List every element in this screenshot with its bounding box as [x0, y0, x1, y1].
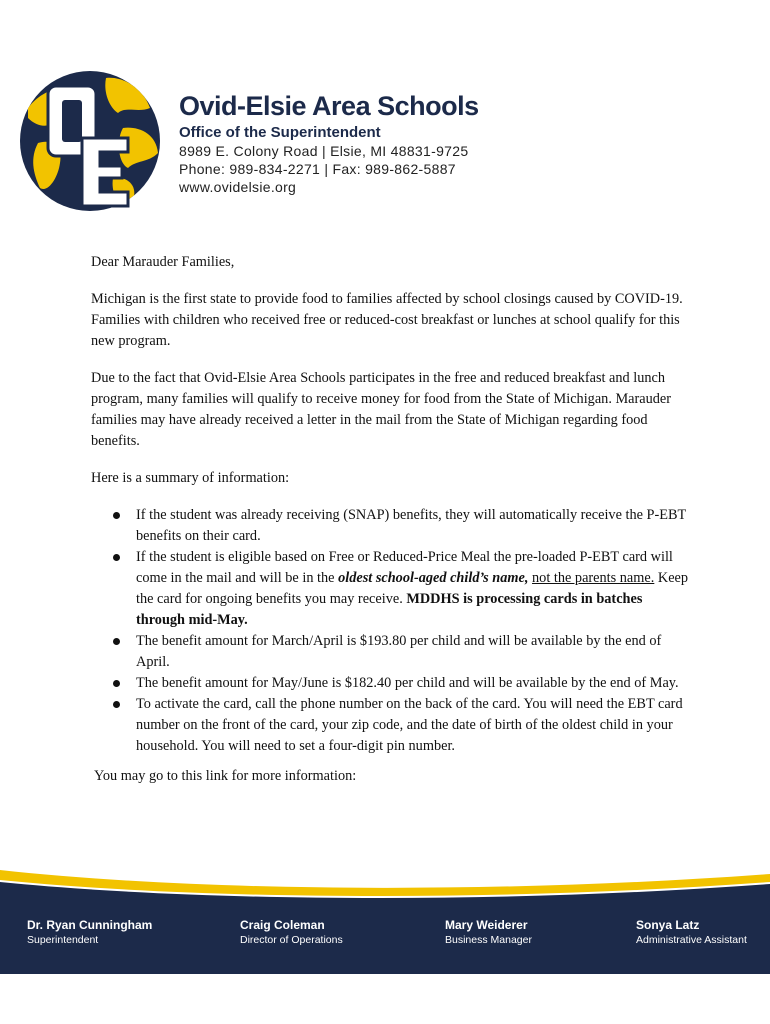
letterhead [179, 90, 479, 196]
staff-member [636, 918, 747, 948]
oldest-child-emphasis: oldest school-aged child’s name, [338, 570, 529, 586]
staff-title: Administrative Assistant [636, 934, 747, 946]
staff-name: Mary Weiderer [445, 918, 528, 932]
letter-body [91, 252, 691, 803]
closing-line: You may go to this link for more information: [94, 768, 357, 784]
office-name: Office of the Superintendent [179, 124, 381, 141]
summary-intro: Here is a summary of information: [91, 470, 290, 486]
bullet-icon [113, 701, 120, 708]
greeting: Dear Marauder Families, [91, 254, 235, 270]
bullet-icon [113, 512, 120, 519]
phone-fax: Phone: 989-834-2271 | Fax: 989-862-5887 [179, 161, 456, 177]
staff-title: Business Manager [445, 934, 532, 946]
school-logo [18, 68, 163, 213]
website-link[interactable]: www.ovidelsie.org [179, 179, 297, 195]
organization-name: Ovid-Elsie Area Schools [179, 91, 479, 121]
address: 8989 E. Colony Road | Elsie, MI 48831-9725 [179, 143, 469, 159]
paragraph-2: Due to the fact that Ovid-Elsie Area Schools participates in the free and reduced breakfast and lunch program, many families will qualify to receive money for food from the State of Michigan. Marauder families may have already received a letter in the mail from the State of Michigan regarding food benefits. [91, 370, 672, 449]
bullet-icon [113, 680, 120, 687]
summary-list [91, 505, 691, 757]
bullet-icon [113, 638, 120, 645]
staff-title: Director of Operations [240, 934, 343, 946]
mddhs-notice: MDDHS is processing cards in batches through mid-May. [136, 591, 643, 628]
list-item [91, 547, 691, 631]
staff-name: Craig Coleman [240, 918, 325, 932]
staff-member [27, 918, 152, 948]
staff-member [240, 918, 343, 948]
bullet-text: If the student was already receiving (SNAP) benefits, they will automatically receive the P-EBT benefits on their card. [136, 507, 686, 544]
paragraph-1: Michigan is the first state to provide food to families affected by school closings caused by COVID-19. Families with children who received free or reduced-cost breakfast or lunches at school qualify for this new program. [91, 291, 683, 349]
bullet-text-a: If the student is eligible based on Free or Reduced-Price Meal the pre-loaded P-EBT card will come in the mail and will be in the [136, 549, 673, 586]
list-item [91, 505, 691, 547]
bullet-text-e: Keep the card for ongoing benefits you may receive. [136, 570, 689, 607]
bullet-icon [113, 554, 120, 561]
bullet-text: To activate the card, call the phone number on the back of the card. You will need the EBT card number on the front of the card, your zip code, and the date of birth of the oldest child in your household. You will need to set a four-digit pin number. [136, 696, 683, 754]
list-item [91, 631, 691, 673]
list-item [91, 673, 691, 694]
bullet-text: The benefit amount for March/April is $193.80 per child and will be available by the end of April. [136, 633, 662, 670]
staff-title: Superintendent [27, 934, 99, 946]
staff-member [445, 918, 532, 948]
list-item [91, 694, 691, 757]
bullet-text: The benefit amount for May/June is $182.40 per child and will be available by the end of May. [136, 675, 679, 691]
staff-name: Dr. Ryan Cunningham [27, 918, 153, 932]
staff-name: Sonya Latz [636, 918, 700, 932]
not-parents-name: not the parents name. [532, 570, 655, 586]
